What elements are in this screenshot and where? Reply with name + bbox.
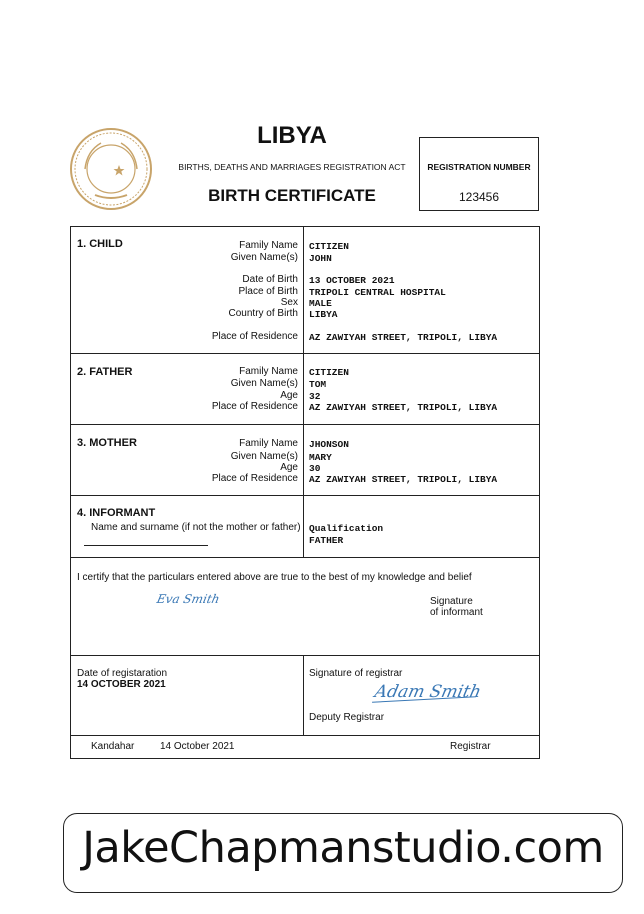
certification-statement: I certify that the particulars entered above are true to the best of my knowledge and belief <box>77 572 472 583</box>
mother-residence-value: AZ ZAWIYAH STREET, TRIPOLI, LIBYA <box>309 474 498 485</box>
deputy-registrar-label: Deputy Registrar <box>309 712 385 723</box>
child-country-of-birth-value: LIBYA <box>309 309 338 320</box>
child-given-names-value: JOHN <box>309 253 332 264</box>
child-country-of-birth-label: Country of Birth <box>228 308 298 319</box>
father-family-name-label: Family Name <box>239 366 298 377</box>
child-residence-value: AZ ZAWIYAH STREET, TRIPOLI, LIBYA <box>309 332 498 343</box>
registrar-signature: Adam Smith <box>372 682 483 702</box>
child-sex-value: MALE <box>309 298 332 309</box>
child-place-of-birth-value: TRIPOLI CENTRAL HOSPITAL <box>309 287 446 298</box>
child-family-name-value: CITIZEN <box>309 241 349 252</box>
registration-date-label: Date of registaration <box>77 668 168 679</box>
mother-age-label: Age <box>280 462 298 473</box>
mother-given-names-label: Given Name(s) <box>230 451 298 462</box>
section-child-heading: 1. CHILD <box>77 238 123 250</box>
child-residence-label: Place of Residence <box>211 331 298 342</box>
libya-seal-emblem <box>69 127 153 211</box>
mother-age-value: 30 <box>309 463 321 474</box>
father-given-names-value: TOM <box>309 379 327 390</box>
divider-informant-certify <box>70 557 540 558</box>
registration-date-value: 14 OCTOBER 2021 <box>77 679 166 690</box>
registrar-signature-label: Signature of registrar <box>309 668 403 679</box>
divider-registration-footer <box>70 735 540 736</box>
informant-name-label: Name and surname (if not the mother or father) <box>91 522 301 533</box>
watermark-text: JakeChapmanstudio.com <box>82 823 604 873</box>
father-age-value: 32 <box>309 391 321 402</box>
section-father-heading: 2. FATHER <box>77 366 133 378</box>
father-family-name-value: CITIZEN <box>309 367 349 378</box>
father-age-label: Age <box>280 390 298 401</box>
father-given-names-label: Given Name(s) <box>230 378 298 389</box>
child-date-of-birth-value: 13 OCTOBER 2021 <box>309 275 395 286</box>
mother-residence-label: Place of Residence <box>211 473 298 484</box>
divider-certify-registration <box>70 655 540 656</box>
registration-number-value: 123456 <box>458 190 500 204</box>
mother-given-names-value: MARY <box>309 452 332 463</box>
qualification-value: FATHER <box>309 535 344 546</box>
of-informant-label: of informant <box>430 607 483 618</box>
column-divider-lower <box>303 655 304 735</box>
column-divider-upper <box>303 226 304 557</box>
registration-number-box <box>419 137 539 211</box>
footer-date: 14 October 2021 <box>160 741 235 752</box>
divider-mother-informant <box>70 495 540 496</box>
country-title: LIBYA <box>257 122 327 149</box>
mother-family-name-value: JHONSON <box>309 439 349 450</box>
divider-father-mother <box>70 424 540 425</box>
signature-label: Signature <box>430 596 473 607</box>
footer-role: Registrar <box>450 741 491 752</box>
section-mother-heading: 3. MOTHER <box>77 437 137 449</box>
qualification-label: Qualification <box>309 523 384 534</box>
section-informant-heading: 4. INFORMANT <box>77 507 156 519</box>
watermark-banner <box>63 813 623 893</box>
child-sex-label: Sex <box>280 297 298 308</box>
registration-act: BIRTHS, DEATHS AND MARRIAGES REGISTRATION ACT <box>178 162 406 172</box>
father-residence-value: AZ ZAWIYAH STREET, TRIPOLI, LIBYA <box>309 402 498 413</box>
footer-place: Kandahar <box>91 741 135 752</box>
mother-family-name-label: Family Name <box>239 438 298 449</box>
child-date-of-birth-label: Date of Birth <box>242 274 298 285</box>
informant-signature: Eva Smith <box>155 592 221 606</box>
child-family-name-label: Family Name <box>239 240 298 251</box>
certificate-title: BIRTH CERTIFICATE <box>208 186 376 205</box>
child-given-names-label: Given Name(s) <box>230 252 298 263</box>
father-residence-label: Place of Residence <box>211 401 298 412</box>
child-place-of-birth-label: Place of Birth <box>238 286 298 297</box>
divider-child-father <box>70 353 540 354</box>
registration-number-label: REGISTRATION NUMBER <box>427 162 531 172</box>
informant-name-line <box>84 545 208 546</box>
